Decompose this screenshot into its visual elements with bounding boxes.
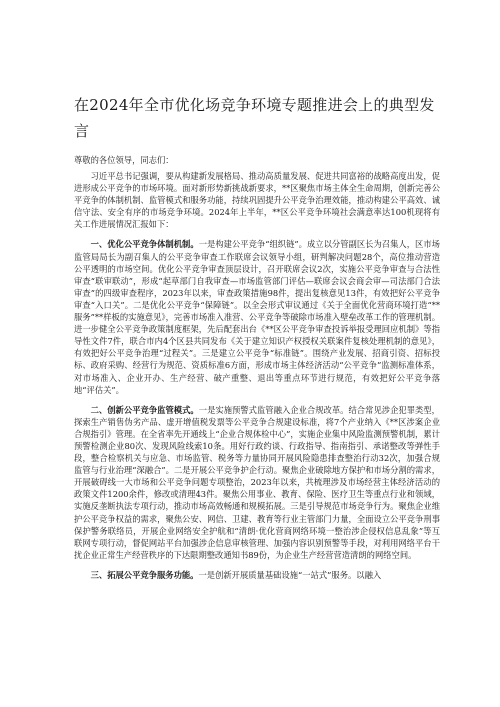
paragraph-section-2	[74, 404, 440, 561]
paragraph-text: 一是构建公平竞争“组织链”。成立以分管副区长为召集人，区市场监管局局长为副召集人的公平竞争审查工作联席会议领导小组，研判解决问题28个，高位推动营造公平透明的市场空间。优化公平竞争审查顶层设计，召开联席会议2次，实施公平竞争审查与合法性审查“联审联动”，形成“起草部门自我审查—市场监管部门评估—联席会议会商会审—司法部门合法审查”的四级审查程序，2023年以来，审查政策措施98件，提出复核意见13件，有效把好公平竞争审查“入口关”。二是优化公平竞争“保障链”。以全会形式审议通过《关于全面优化营商环境打造“**服务”**样板的实施意见》，完善市场准入准营、公平竞争等破除市场准入壁垒改革工作的管理机制。进一步健全公平竞争政策制度框架，先后配套出台《**区公平竞争审查投诉举报受理回应机制》等指导性文件7件，联合市内4个区县共同发布《关于建立知识产权授权关联案件复核处理机制的意见》，有效把好公平竞争治理“过程关”。三是建立公平竞争“标准链”。围绕产业发展、招商引资、招标投标、政府采购、经营行为规范、资质标准6方面，形成市场主体经济活动“公平竞争”监测标准体系，对市场准入、企业开办、生产经营、破产重整、退出等重点环节进行规范，有效把好公平竞争落地“评估关”。	[74, 239, 440, 395]
paragraph-lead: 三、拓展公平竞争服务功能。	[90, 569, 199, 580]
paragraph-text: 习近平总书记强调，要从构建新发展格局、推动高质量发展、促进共同富裕的战略高度出发，促进形成公平竞争的市场环境。面对新形势新挑战新要求，**区聚焦市场主体全生命周期，创新完善公平竞争的体制机制、监管模式和服务功能，持续巩固提升公平竞争治理效能，推动构建公平高效、诚信守法、安全有序的市场竞争环境。2024年上半年，**区公平竞争环境社会满意率达100机现将有关工作进展情况汇报如下：	[74, 171, 440, 230]
paragraph-text: 一是实施预警式监管融入企业合规改革。结合常见涉企犯罪类型，探索生产销售伪劣产品、虚开增值税发票等公平竞争合规建设标准，将7个产业纳入《**区涉案企业合规指引》管理。在全省率先开通线上“企业合规体检中心”，实施企业集中风险监测预警机制，累计预警检测企业80次、发现风险线索10条。用好行政约谈、行政指导、指南指引、承诺整改等弹性手段，整合检察机关与应急、市场监管、税务等力量协同开展风险隐患排查整治行动32次，加强合规监管与行业治理“深融合”。二是开展公平竞争护企行动。聚焦企业破除地方保护和市场分割的需求，开展破碍线一大市场和公平竞争问题专项整治，2023年以来，共梳理涉及市场经营主体经济活动的政策文件1200余件，修改或清理43件。聚焦公用事业、教育、保险、医疗卫生等重点行业和领域，实施反垄断执法专项行动，推动市场高效畅通和规模拓展。三是引导规范市场竞争行为。聚焦企业维护公平竞争权益的需求，聚焦公安、网信、卫建、教育等行业主管部门力量，全面设立公平竞争刑事保护警务联络员，开展企业网络安全护航和“清朗·优化营商网络环境一整治涉企侵权信息乱象”等互联网专项行动，督促网站平台加强涉企信息审核管理、加强内容识别预警等手段，对利用网络平台干扰企业正常生产经营秩序的下达限期整改通知书89份，为企业生产经营营造清朗的网络空间。	[74, 404, 440, 560]
salutation: 尊敬的各位领导，同志们：	[74, 155, 174, 165]
document-title: 在2024年全市优化场竞争环境专题推进会上的典型发言	[74, 96, 435, 140]
paragraph-lead: 一、优化公平竞争体制机制。	[90, 239, 199, 250]
paragraph-intro	[74, 170, 440, 230]
paragraph-section-1	[74, 238, 440, 395]
paragraph-text: 一是创新开展质量基础设施“一站式”服务。以融入	[198, 569, 382, 580]
paragraph-lead: 二、创新公平竞争监管模式。	[90, 404, 199, 415]
paragraph-section-3	[74, 569, 440, 581]
